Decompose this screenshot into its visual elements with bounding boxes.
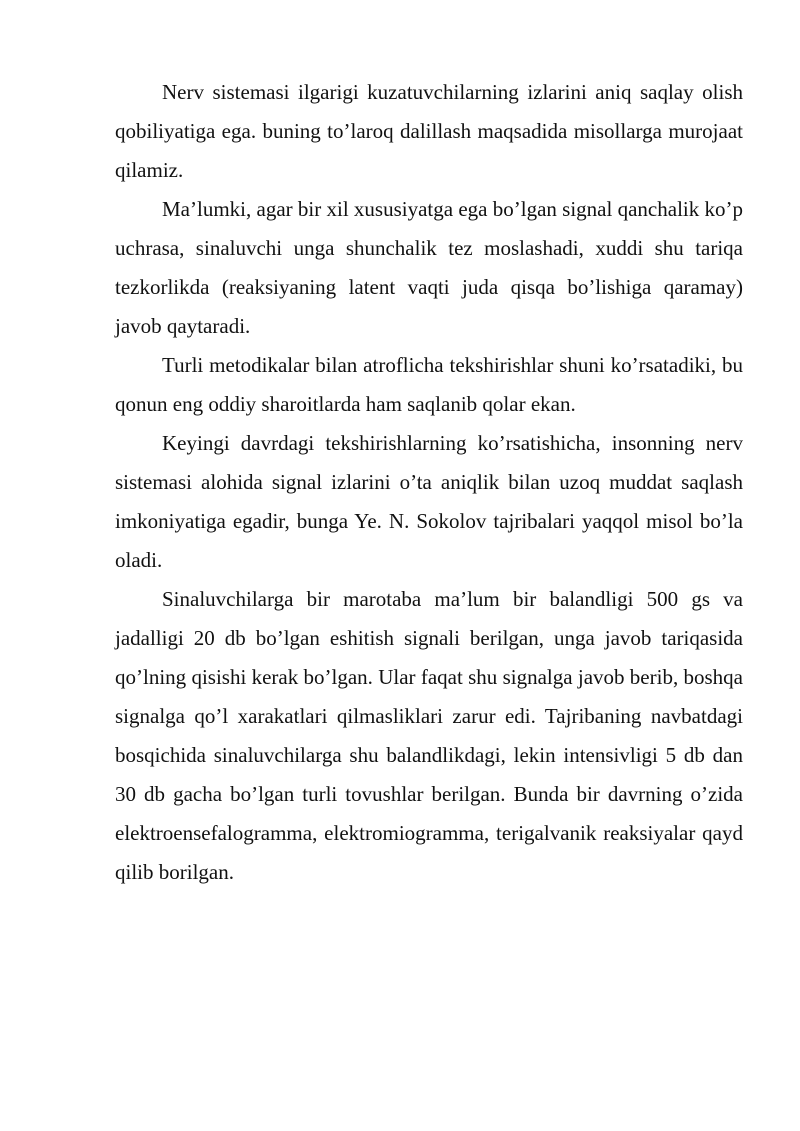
paragraph-4: Keyingi davrdagi tekshirishlarning ko’rsatishicha, insonning nerv sistemasi alohida signal izlarini o’ta aniqlik bilan uzoq muddat saqlash imkoniyatiga egadir, bunga Ye. N. Sokolov tajribalari yaqqol misol bo’la oladi. xyxy=(115,431,743,572)
document-page xyxy=(115,73,743,892)
paragraph-1: Nerv sistemasi ilgarigi kuzatuvchilarning izlarini aniq saqlay olish qobiliyatiga ega. buning to’laroq dalillash maqsadida misollarga murojaat qilamiz. xyxy=(115,80,743,182)
paragraph-5: Sinaluvchilarga bir marotaba ma’lum bir balandligi 500 gs va jadalligi 20 db bo’lgan eshitish signali berilgan, unga javob tariqasida qo’lning qisishi kerak bo’lgan. Ular faqat shu signalga javob berib, boshqa signalga qo’l xarakatlari qilmasliklari zarur edi. Tajribaning navbatdagi bosqichida sinaluvchilarga shu balandlikdagi, lekin intensivligi 5 db dan 30 db gacha bo’lgan turli tovushlar berilgan. Bunda bir davrning o’zida elektroensefalogramma, elektromiogramma, terigalvanik reaksiyalar qayd qilib borilgan. xyxy=(115,587,743,884)
paragraph-3: Turli metodikalar bilan atroflicha tekshirishlar shuni ko’rsatadiki, bu qonun eng oddiy sharoitlarda ham saqlanib qolar ekan. xyxy=(115,353,743,416)
paragraph-2: Ma’lumki, agar bir xil xususiyatga ega bo’lgan signal qanchalik ko’p uchrasa, sinaluvchi unga shunchalik tez moslashadi, xuddi shu tariqa tezkorlikda (reaksiyaning latent vaqti juda qisqa bo’lishiga qaramay) javob qaytaradi. xyxy=(115,197,743,338)
